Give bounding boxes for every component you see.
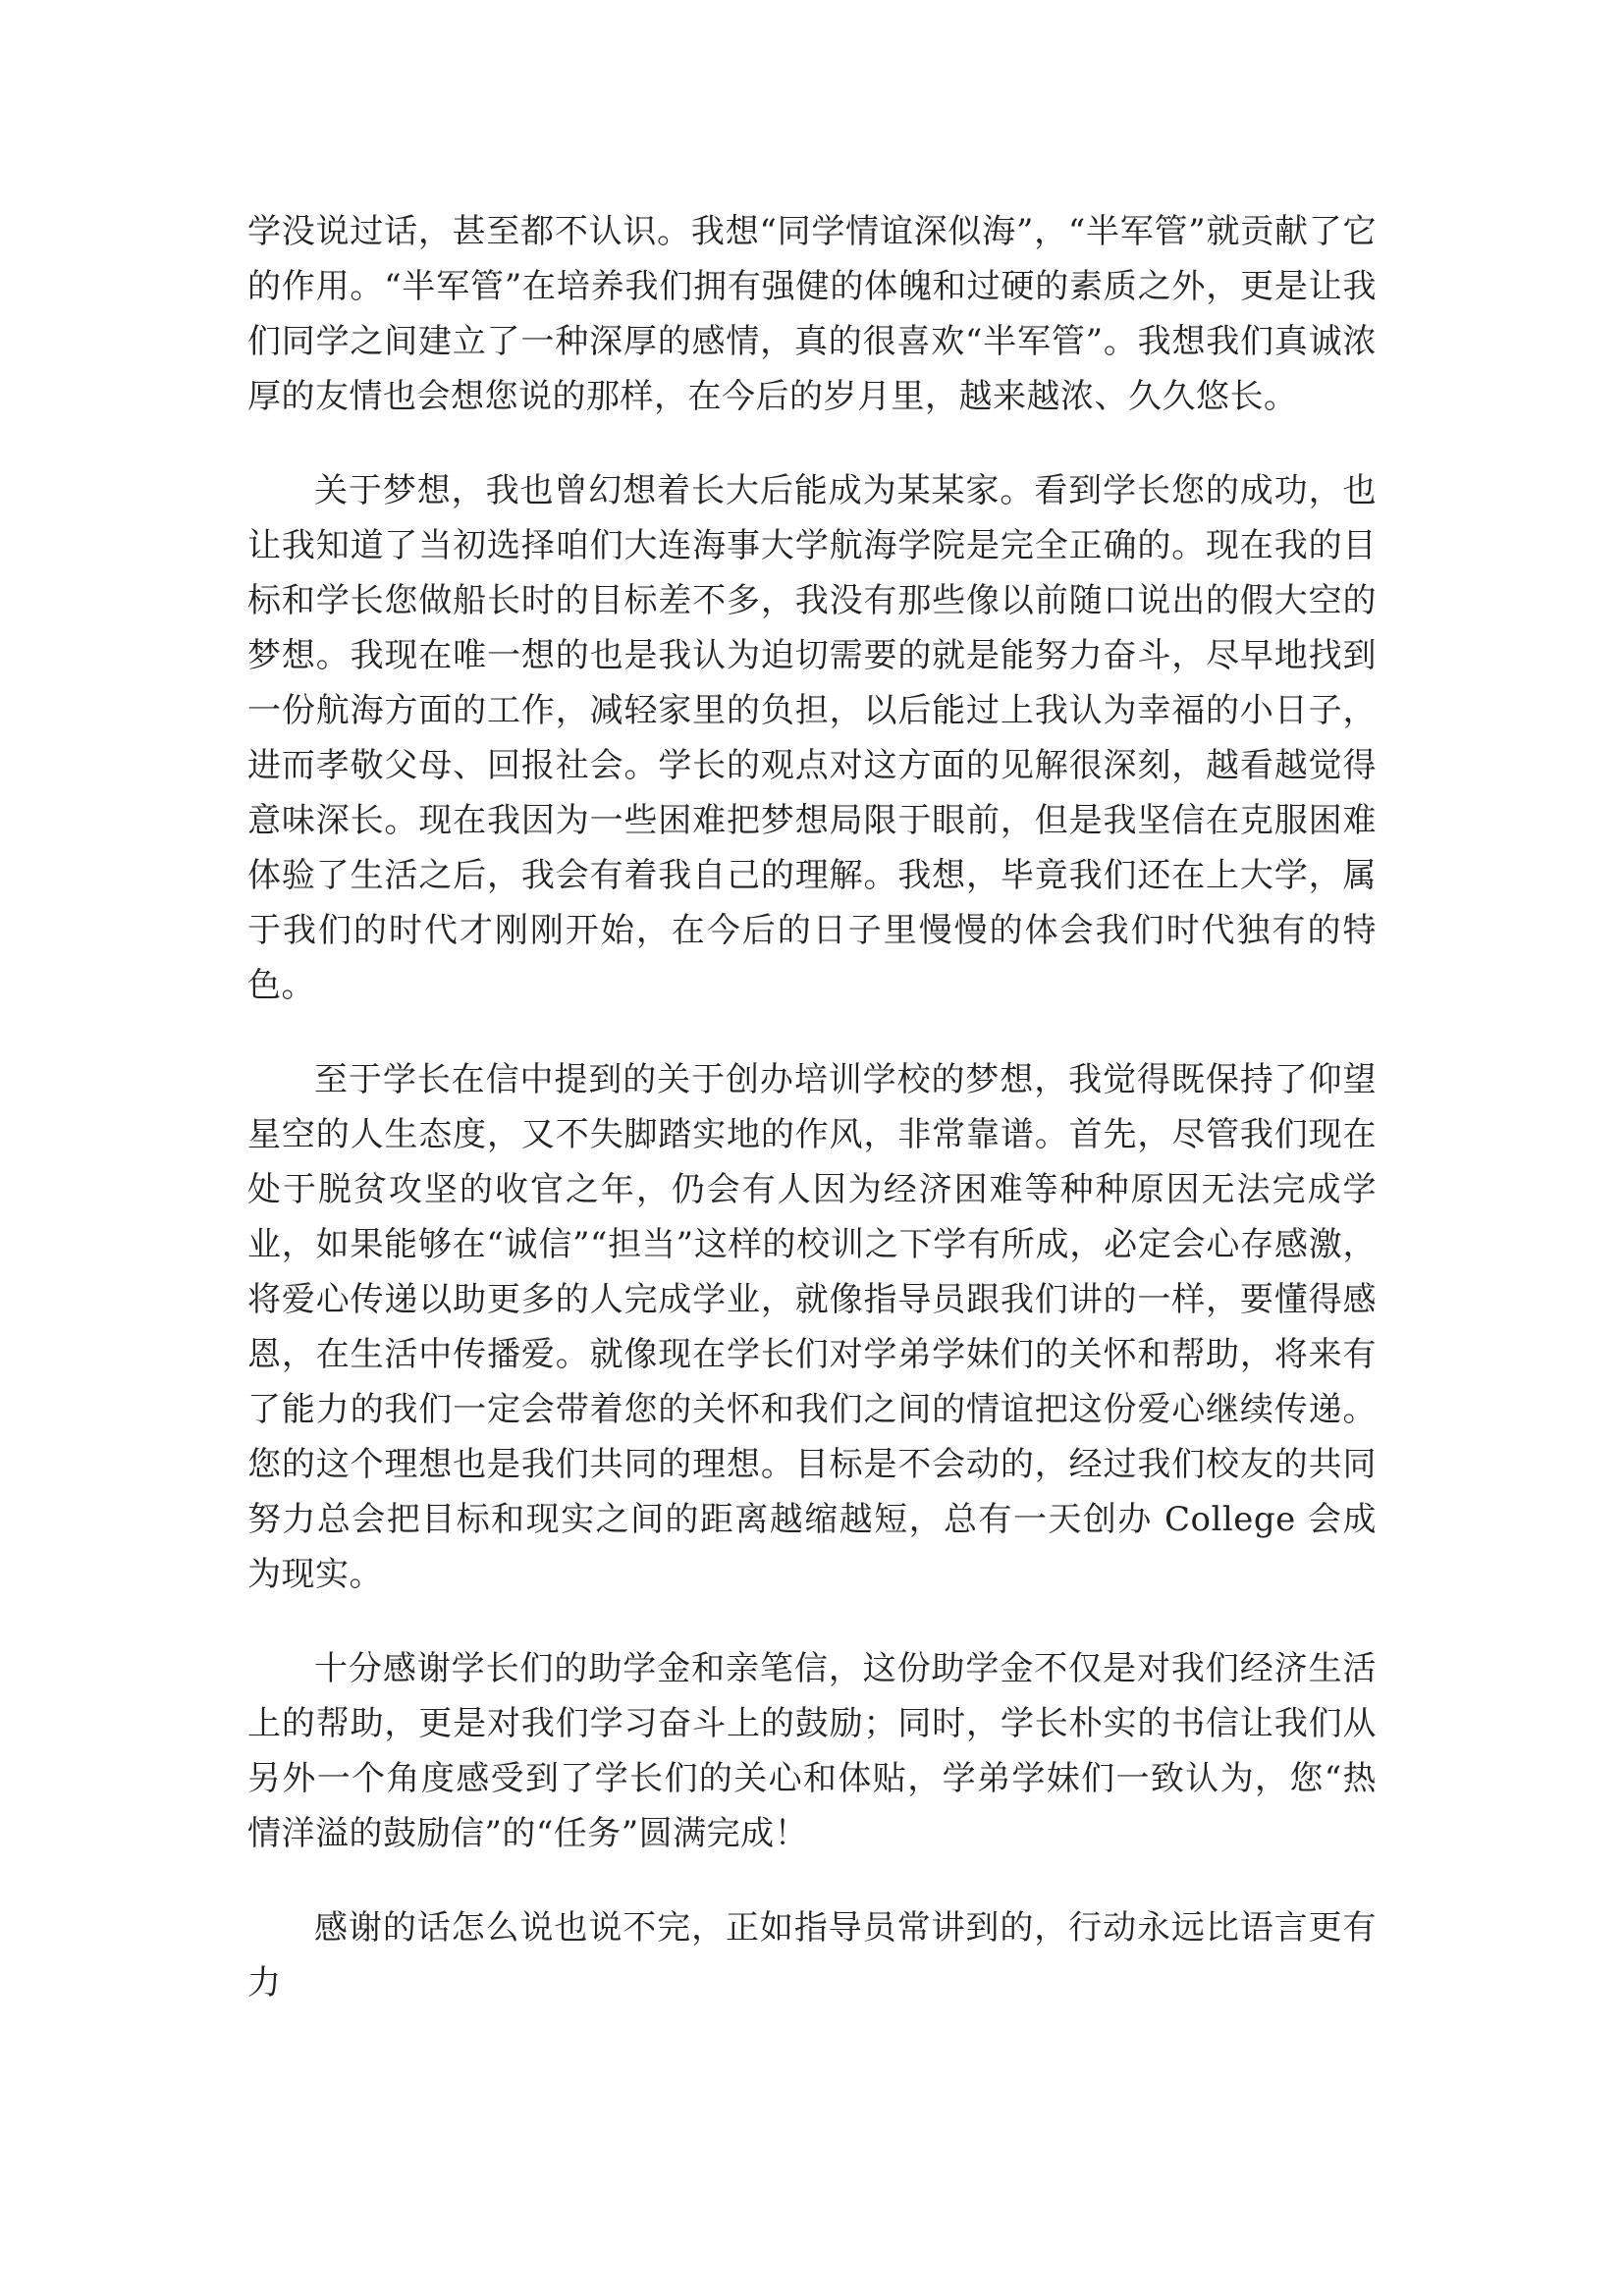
paragraph-closing-thanks: 感谢的话怎么说也说不完，正如指导员常讲到的，行动永远比语言更有力 bbox=[247, 1908, 1377, 2002]
document-body bbox=[247, 204, 1377, 2010]
paragraph-continued-friendship: 学没说过话，甚至都不认识。我想“同学情谊深似海”，“半军管”就贡献了它的作用。“半军管”在培养我们拥有强健的体魄和过硬的素质之外，更是让我们同学之间建立了一种深厚的感情，真的很喜欢“半军管”。我想我们真诚浓厚的友情也会想您说的那样，在今后的岁月里，越来越浓、久久悠长。 bbox=[247, 212, 1377, 416]
paragraph-training-school-dream: 至于学长在信中提到的关于创办培训学校的梦想，我觉得既保持了仰望星空的人生态度，又不失脚踏实地的作风，非常靠谱。首先，尽管我们现在处于脱贫攻坚的收官之年，仍会有人因为经济困难等种种原因无法完成学业，如果能够在“诚信”“担当”这样的校训之下学有所成，必定会心存感激，将爱心传递以助更多的人完成学业，就像指导员跟我们讲的一样，要懂得感恩，在生活中传播爱。就像现在学长们对学弟学妹们的关怀和帮助，将来有了能力的我们一定会带着您的关怀和我们之间的情谊把这份爱心继续传递。您的这个理想也是我们共同的理想。目标是不会动的，经过我们校友的共同努力总会把目标和现实之间的距离越缩越短，总有一天创办 College 会成为现实。 bbox=[247, 1060, 1377, 1594]
paragraph-thanks-scholarship: 十分感谢学长们的助学金和亲笔信，这份助学金不仅是对我们经济生活上的帮助，更是对我们学习奋斗上的鼓励；同时，学长朴实的书信让我们从另外一个角度感受到了学长们的关心和体贴，学弟学妹们一致认为，您“热情洋溢的鼓励信”的“任务”圆满完成！ bbox=[247, 1649, 1377, 1853]
paragraph-about-dreams: 关于梦想，我也曾幻想着长大后能成为某某家。看到学长您的成功，也让我知道了当初选择咱们大连海事大学航海学院是完全正确的。现在我的目标和学长您做船长时的目标差不多，我没有那些像以前随口说出的假大空的梦想。我现在唯一想的也是我认为迫切需要的就是能努力奋斗，尽早地找到一份航海方面的工作，减轻家里的负担，以后能过上我认为幸福的小日子，进而孝敬父母、回报社会。学长的观点对这方面的见解很深刻，越看越觉得意味深长。现在我因为一些困难把梦想局限于眼前，但是我坚信在克服困难体验了生活之后，我会有着我自己的理解。我想，毕竟我们还在上大学，属于我们的时代才刚刚开始，在今后的日子里慢慢的体会我们时代独有的特色。 bbox=[247, 471, 1377, 1005]
